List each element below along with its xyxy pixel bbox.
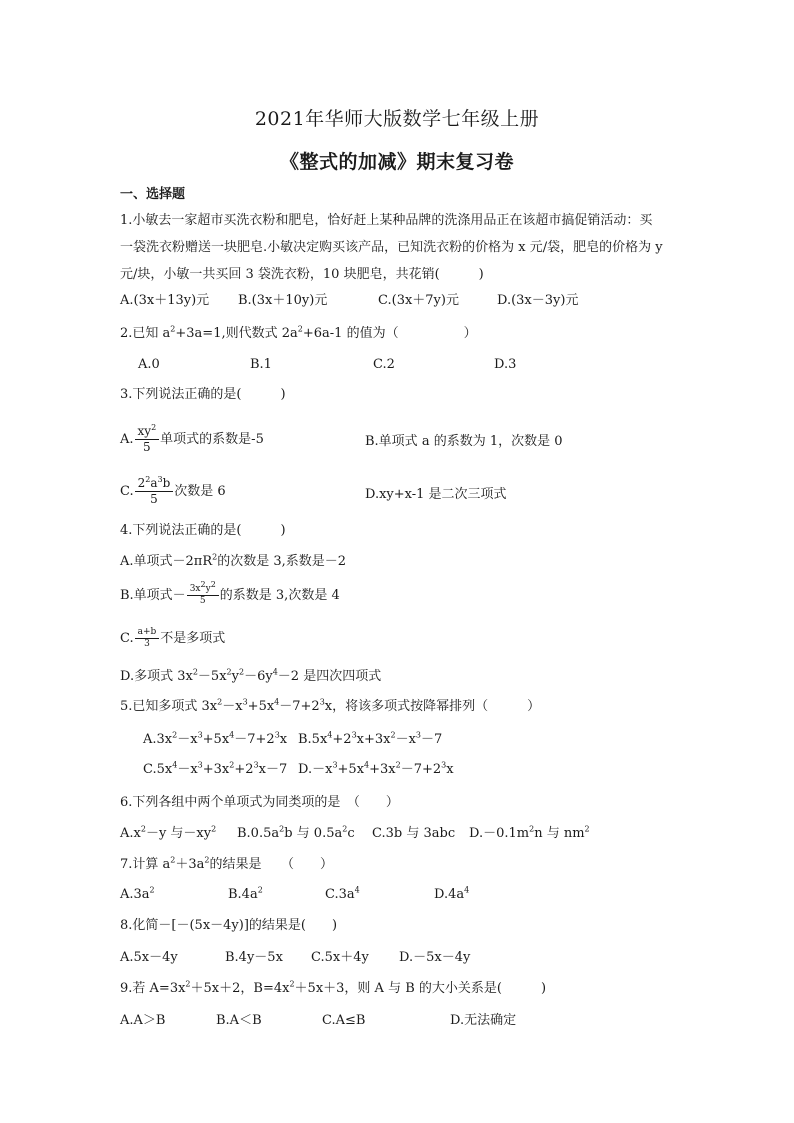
q9-exponent: 2: [185, 979, 191, 989]
q5-option-d: [298, 761, 454, 779]
q5-b-exponent: 2: [390, 730, 396, 740]
q5-a-text: －7+2: [234, 732, 275, 747]
q7-option-d: [434, 886, 469, 904]
q6-a-text: A.x: [120, 826, 141, 841]
q3-a-exponent: 2: [151, 423, 157, 432]
q5-c-exponent: 3: [197, 760, 203, 770]
q4-d-exponent: 2: [238, 667, 245, 677]
q5-exponent: 3: [319, 697, 325, 707]
q3-a-text: 单项式的系数是-5: [160, 432, 264, 447]
q5-a-exponent: 3: [274, 730, 280, 740]
q5-d-text: +3x: [369, 762, 396, 777]
q5-c-exponent: 3: [253, 760, 259, 770]
q5-c-exponent: 4: [172, 760, 178, 770]
q5-d-exponent: 3: [332, 760, 338, 770]
q7-option-c: [325, 886, 360, 904]
q7-option-b: [228, 886, 263, 904]
q4-d-exponent: 4: [272, 667, 278, 677]
q4-a-exponent: 2: [212, 552, 218, 562]
q2-exponent: 2: [170, 324, 176, 334]
q5-stem-part: x，将该多项式按降幂排列（ ）: [324, 699, 541, 714]
q3-option-c: [120, 476, 226, 507]
document-subtitle: 《整式的加减》期末复习卷: [279, 151, 514, 173]
q5-b-text: B.5x: [298, 732, 328, 747]
q5-d-text: +5x: [337, 762, 365, 777]
q3-stem: 3.下列说法正确的是( ): [120, 387, 286, 402]
q7-exponent: 2: [204, 855, 210, 865]
q5-b-text: －x: [395, 732, 416, 747]
q2-option-a: A.0: [138, 357, 160, 372]
q1-stem-line1: 1.小敏去一家超市买洗衣粉和肥皂，恰好赶上某种品牌的洗涤用品正在该超市搞促销活动：买: [120, 213, 653, 228]
q4-a-text: A.单项式－2πR: [120, 554, 213, 569]
q6-d-exponent: 2: [529, 824, 535, 834]
q9-stem: [120, 980, 546, 998]
q5-stem-part: 5.已知多项式 3x: [120, 699, 218, 714]
q7-a-exponent: 2: [149, 885, 155, 895]
q6-b-text: B.0.5a: [237, 826, 280, 841]
q4-d-text: －2 是四次四项式: [277, 669, 382, 684]
q2-stem: [120, 325, 477, 343]
q7-c-exponent: 4: [354, 885, 360, 895]
q5-c-exponent: 2: [229, 760, 235, 770]
q7-exponent: 2: [170, 855, 176, 865]
q5-a-exponent: 3: [197, 730, 203, 740]
q6-a-text: －y 与－xy: [145, 826, 212, 841]
q6-d-text: D.－0.1m: [469, 826, 530, 841]
q5-b-text: －7: [421, 732, 443, 747]
q5-a-text: +5x: [202, 732, 230, 747]
q4-b-text: 的系数是 3,次数是 4: [219, 588, 340, 603]
q6-b-exponent: 2: [342, 824, 348, 834]
q4-b-exponent: 2: [210, 580, 216, 589]
q4-d-text: D.多项式 3x: [120, 669, 193, 684]
q5-b-exponent: 3: [415, 730, 422, 740]
q4-c-text: 不是多项式: [160, 631, 226, 646]
q9-stem-part: 9.若 A=3x: [120, 981, 186, 996]
q6-d-exponent: 2: [584, 824, 590, 834]
q4-b-term: y: [205, 584, 211, 594]
q5-c-text: +3x: [202, 762, 230, 777]
q3-c-exponent: 2: [145, 475, 151, 484]
q2-option-b: B.1: [250, 357, 272, 372]
q5-b-text: +2: [332, 732, 352, 747]
q1-stem-line2: 一袋洗衣粉赠送一块肥皂.小敏决定购买该产品，已知洗衣粉的价格为 x 元/袋，肥皂的价格为 y: [120, 240, 663, 255]
q5-stem: [120, 698, 540, 716]
q3-c-fraction: [135, 476, 174, 507]
q2-stem-part: 2.已知 a: [120, 326, 171, 341]
q3-c-term: a: [150, 476, 158, 490]
q7-stem-part: ＋3a: [175, 857, 205, 872]
q6-d-text: n 与 nm: [534, 826, 585, 841]
q3-c-exponent: 3: [157, 475, 163, 484]
q5-d-exponent: 3: [441, 760, 447, 770]
q5-a-exponent: 2: [172, 730, 178, 740]
q4-option-b: [120, 580, 340, 607]
q5-stem-part: +5x: [247, 699, 275, 714]
q3-a-numerator: xy: [137, 424, 152, 438]
q7-stem-part: 的结果是 （ ）: [209, 857, 334, 872]
q7-d-text: D.4a: [434, 887, 465, 902]
q7-option-a: [120, 886, 155, 904]
q6-b-exponent: 2: [279, 824, 285, 834]
q1-option-d: D.(3x－3y)元: [497, 293, 579, 308]
q6-option-b: [237, 825, 355, 843]
q6-option-a: [120, 825, 216, 843]
q3-option-d: D.xy+x-1 是二次三项式: [365, 487, 507, 502]
q8-stem: 8.化简－[－(5x－4y)]的结果是( ): [120, 918, 338, 933]
q9-stem-part: ＋5x＋2，B=4x: [190, 981, 290, 996]
q9-option-b: B.A＜B: [216, 1013, 262, 1028]
q5-c-text: x－7: [258, 762, 288, 777]
q5-stem-part: －x: [222, 699, 243, 714]
q4-b-fraction: [187, 580, 219, 607]
q6-b-text: c: [347, 826, 355, 841]
q5-exponent: 4: [274, 697, 280, 707]
q3-c-label: C.: [120, 484, 134, 499]
q7-stem: [120, 856, 333, 874]
q3-a-denominator: 5: [143, 440, 151, 454]
q5-c-text: +2: [234, 762, 254, 777]
q9-exponent: 2: [289, 979, 295, 989]
q4-b-exponent: 2: [200, 580, 206, 589]
q5-exponent: 3: [242, 697, 248, 707]
q6-b-text: b 与 0.5a: [284, 826, 343, 841]
q3-c-denominator: 5: [150, 492, 158, 506]
q4-option-a: [120, 553, 346, 571]
q4-option-c: [120, 627, 225, 650]
q4-c-denominator: 3: [144, 639, 150, 649]
q5-d-text: x: [446, 762, 454, 777]
q4-option-d: [120, 668, 381, 686]
q5-c-text: －x: [177, 762, 198, 777]
q3-c-text: 次数是 6: [174, 484, 226, 499]
q5-c-text: C.5x: [143, 762, 173, 777]
q3-c-term: 2: [137, 476, 146, 490]
q9-option-c: C.A≤B: [322, 1013, 366, 1028]
q5-option-b: [298, 731, 442, 749]
q7-c-text: C.3a: [325, 887, 355, 902]
q4-a-text: 的次数是 3,系数是－2: [217, 554, 347, 569]
q5-a-text: A.3x: [143, 732, 173, 747]
q5-d-text: －7+2: [400, 762, 442, 777]
q8-option-a: A.5x－4y: [120, 950, 178, 965]
q5-a-exponent: 4: [229, 730, 235, 740]
q7-stem-part: 7.计算 a: [120, 857, 171, 872]
q8-option-d: D.－5x－4y: [399, 950, 471, 965]
q6-a-exponent: 2: [140, 824, 146, 834]
q2-stem-part: +6a-1 的值为（ ）: [302, 326, 477, 341]
q4-d-text: y: [231, 669, 239, 684]
q3-a-fraction: [135, 424, 160, 455]
q4-b-denominator: 5: [199, 596, 206, 606]
q3-a-label: A.: [120, 432, 134, 447]
q9-option-d: D.无法确定: [450, 1013, 517, 1028]
q1-stem-line3: 元/块，小敏一共买回 3 袋洗衣粉，10 块肥皂，共花销( ): [120, 267, 484, 282]
q1-option-a: A.(3x＋13y)元: [120, 293, 210, 308]
q6-stem: 6.下列各组中两个单项式为同类项的是 （ ）: [120, 795, 399, 810]
q7-b-exponent: 2: [257, 885, 263, 895]
q4-d-text: －5x: [197, 669, 227, 684]
q8-option-c: C.5x＋4y: [311, 950, 369, 965]
q5-exponent: 2: [217, 697, 223, 707]
q7-d-exponent: 4: [464, 885, 470, 895]
q9-stem-part: ＋5x＋3，则 A 与 B 的大小关系是( ): [294, 981, 547, 996]
q5-a-text: －x: [177, 732, 198, 747]
q4-b-term: 3x: [189, 584, 201, 594]
q2-stem-part: +3a=1,则代数式 2a: [175, 326, 298, 341]
q4-b-text: B.单项式－: [120, 588, 186, 603]
q5-d-text: D.－x: [298, 762, 333, 777]
q2-option-c: C.2: [373, 357, 395, 372]
q4-c-text: C.: [120, 631, 134, 646]
q5-d-exponent: 4: [364, 760, 370, 770]
q5-b-text: x+3x: [356, 732, 391, 747]
q1-option-b: B.(3x＋10y)元: [238, 293, 328, 308]
q3-option-a: [120, 424, 264, 455]
section-heading: 一、选择题: [120, 187, 186, 202]
q4-d-exponent: 2: [226, 667, 232, 677]
q4-d-text: －6y: [244, 669, 273, 684]
q5-option-c: [143, 761, 287, 779]
q2-exponent: 2: [297, 324, 303, 334]
q5-option-a: [143, 731, 287, 749]
document-title: 2021年华师大版数学七年级上册: [254, 108, 540, 130]
q8-option-b: B.4y－5x: [225, 950, 283, 965]
q3-c-term: b: [162, 476, 171, 490]
q2-option-d: D.3: [494, 357, 517, 372]
q4-c-fraction: [135, 627, 160, 650]
q6-option-c: C.3b 与 3abc: [372, 826, 456, 841]
q4-c-numerator: a+b: [135, 627, 160, 639]
q6-option-d: [469, 825, 590, 843]
q3-option-b: B.单项式 a 的系数为 1，次数是 0: [365, 434, 563, 449]
q9-option-a: A.A＞B: [120, 1013, 166, 1028]
q4-stem: 4.下列说法正确的是( ): [120, 523, 286, 538]
q7-a-text: A.3a: [120, 887, 150, 902]
q1-option-c: C.(3x＋7y)元: [378, 293, 459, 308]
q5-a-text: x: [279, 732, 288, 747]
q5-b-exponent: 3: [351, 730, 357, 740]
q5-d-exponent: 2: [395, 760, 401, 770]
q4-d-exponent: 2: [192, 667, 198, 677]
q6-a-exponent: 2: [211, 824, 217, 834]
q7-b-text: B.4a: [228, 887, 258, 902]
q5-b-exponent: 4: [327, 730, 333, 740]
q5-stem-part: －7+2: [279, 699, 320, 714]
